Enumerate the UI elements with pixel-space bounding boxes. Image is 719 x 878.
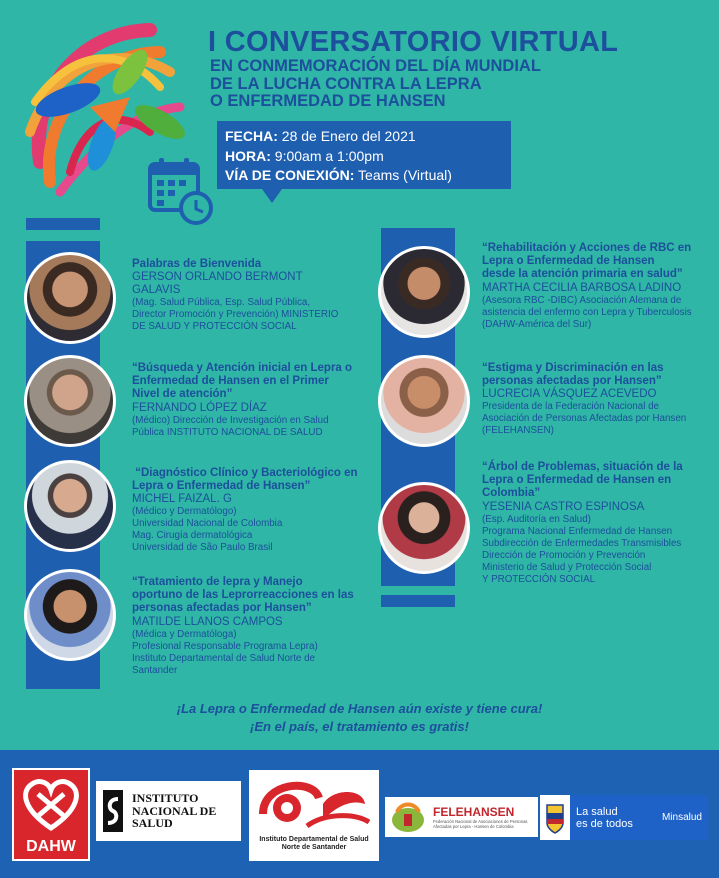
talk-title: “Búsqueda y Atención inicial en Lepra o — [132, 362, 353, 374]
speaker-desc: (FELEHANSEN) — [482, 425, 554, 437]
subtitle-line: EN CONMEMORACIÓN DEL DÍA MUNDIAL — [210, 57, 541, 75]
talk-title: personas afectadas por Hansen” — [482, 375, 662, 388]
speaker-photo — [24, 569, 116, 661]
event-info-box — [217, 121, 511, 189]
minsalud-slogan: es de todos — [576, 817, 633, 830]
speaker-photo — [24, 252, 116, 344]
speaker-desc: (Mag. Salud Pública, Esp. Salud Pública, — [132, 297, 311, 309]
felehansen-sub: Federación Nacional de Asociaciones de Personas Afectadas por Lepra - Hansen de Colombia — [433, 819, 528, 829]
speaker-card — [482, 242, 714, 331]
via-label: VÍA DE CONEXIÓN: — [225, 167, 355, 183]
speaker-card — [482, 362, 714, 437]
talk-title: Nivel de atención” — [132, 388, 233, 401]
speaker-name: MATILDE LLANOS CAMPOS — [132, 615, 283, 628]
talk-title: desde la atención primaria en salud” — [482, 268, 683, 281]
speaker-name: FERNANDO LÓPEZ DÍAZ — [132, 401, 267, 414]
slogan-line: ¡La Lepra o Enfermedad de Hansen aún existe y tiene cura! — [176, 701, 543, 716]
via-value: Teams (Virtual) — [358, 167, 452, 183]
dahw-logo — [12, 768, 90, 861]
speaker-photo — [24, 460, 116, 552]
speaker-name: MICHEL FAIZAL. G — [132, 493, 232, 506]
speaker-desc: Mag. Cirugía dermatológica — [132, 530, 253, 542]
speaker-desc: Instituto Departamental de Salud Norte de — [132, 652, 315, 664]
speaker-photo — [24, 355, 116, 447]
ids-mark-icon — [253, 774, 375, 836]
talk-title: Lepra o Enfermedad de Hansen” — [132, 480, 311, 493]
hora-value: 9:00am a 1:00pm — [274, 147, 384, 164]
ids-logo — [249, 770, 379, 861]
fecha-value: 28 de Enero del 2021 — [281, 128, 416, 144]
ins-line: INSTITUTO — [132, 791, 199, 806]
colombia-shield-icon — [540, 795, 570, 840]
minsalud-logo — [540, 795, 708, 840]
info-box-tail — [262, 189, 282, 203]
speaker-desc: Universidad Nacional de Colombia — [132, 518, 283, 530]
speaker-desc: Y PROTECCIÓN SOCIAL — [482, 573, 596, 585]
speaker-card — [132, 258, 372, 333]
ins-line: SALUD — [132, 816, 173, 831]
speaker-name: GALAVIS — [132, 284, 181, 297]
slogan-line: ¡En el país, el tratamiento es gratis! — [250, 719, 469, 734]
felehansen-name: FELEHANSEN — [433, 805, 515, 819]
footer-slogan — [0, 700, 719, 736]
speaker-desc: Santander — [132, 664, 178, 676]
talk-title: “Rehabilitación y Acciones de RBC en — [482, 242, 692, 254]
event-subtitle — [210, 58, 541, 111]
minsalud-slogan: La salud — [576, 805, 618, 818]
speaker-photo — [378, 355, 470, 447]
speaker-desc: DE SALUD Y PROTECCIÓN SOCIAL — [132, 321, 297, 333]
fecha-label: FECHA: — [225, 128, 278, 144]
speaker-card — [482, 461, 714, 586]
felehansen-logo — [385, 797, 538, 837]
speaker-desc: Profesional Responsable Programa Lepra) — [132, 640, 318, 652]
right-bar-bottom — [381, 595, 455, 607]
talk-title: “Diagnóstico Clínico y Bacteriológico en — [132, 467, 358, 479]
speaker-desc: (Médico) Dirección de Investigación en Salud — [132, 414, 329, 426]
talk-title: Enfermedad de Hansen en el Primer — [132, 375, 329, 388]
speaker-name: LUCRECIA VÁSQUEZ ACEVEDO — [482, 388, 657, 401]
heart-cross-icon — [14, 774, 88, 834]
talk-title: Palabras de Bienvenida — [132, 258, 262, 270]
calendar-clock-icon — [146, 156, 216, 228]
speaker-desc: Director Promoción y Prevención) MINISTERIO — [132, 309, 339, 321]
speaker-card — [132, 467, 372, 554]
speaker-desc: Dirección de Promoción y Prevención — [482, 549, 646, 561]
speaker-desc: Presidenta de la Federación Nacional de — [482, 401, 659, 413]
speaker-card — [132, 576, 372, 677]
speaker-name: YESENIA CASTRO ESPINOSA — [482, 500, 645, 513]
event-title: I CONVERSATORIO VIRTUAL — [208, 26, 619, 58]
speaker-desc: (Médico y Dermatólogo) — [132, 506, 237, 518]
talk-title: personas afectadas por Hansen” — [132, 602, 312, 615]
speaker-name: MARTHA CECILIA BARBOSA LADINO — [482, 281, 682, 294]
speaker-desc: Universidad de São Paulo Brasil — [132, 542, 273, 554]
dahw-label: DAHW — [26, 838, 76, 855]
talk-title: “Tratamiento de lepra y Manejo — [132, 576, 303, 588]
ids-caption: Instituto Departamental de Salud — [259, 836, 369, 843]
ins-mark-icon — [102, 789, 124, 833]
hora-label: HORA: — [225, 147, 271, 164]
ins-line: NACIONAL DE — [132, 803, 217, 818]
speaker-desc: Ministerio de Salud y Protección Social — [482, 561, 652, 573]
subtitle-line: DE LA LUCHA CONTRA LA LEPRA — [210, 74, 482, 93]
speaker-photo — [378, 482, 470, 574]
speaker-photo — [378, 246, 470, 338]
speaker-desc: (Esp. Auditoría en Salud) — [482, 513, 591, 525]
subtitle-line: O ENFERMEDAD DE HANSEN — [210, 92, 446, 110]
left-bar-top — [26, 218, 100, 230]
speaker-name: GERSON ORLANDO BERMONT — [132, 271, 303, 284]
speaker-desc: (Asesora RBC -DIBC) Asociación Alemana de — [482, 294, 682, 306]
talk-title: Colombia” — [482, 487, 541, 500]
minsalud-label: Minsalud — [661, 812, 702, 823]
speaker-desc: Pública INSTITUTO NACIONAL DE SALUD — [132, 426, 323, 438]
speaker-card — [132, 362, 372, 439]
ids-caption: Norte de Santander — [281, 844, 347, 851]
felehansen-emblem-icon — [389, 800, 427, 834]
speaker-desc: (Médica y Dermatóloga) — [132, 628, 237, 640]
speaker-desc: Subdirección de Enfermedades Transmisibles — [482, 537, 682, 549]
talk-title: Lepra o Enfermedad de Hansen en — [482, 474, 672, 487]
speaker-desc: asistencia del enfermo con Lepra y Tuberculosis — [482, 306, 692, 318]
speaker-desc: (DAHW-América del Sur) — [482, 318, 592, 330]
talk-title: oportuno de las Leprorreacciones en las — [132, 589, 354, 602]
speaker-desc: Asociación de Personas Afectadas por Hansen — [482, 413, 687, 425]
talk-title: “Estigma y Discriminación en las — [482, 362, 664, 374]
speaker-desc: Programa Nacional Enfermedad de Hansen — [482, 525, 673, 537]
talk-title: Lepra o Enfermedad de Hansen — [482, 255, 655, 268]
ins-logo — [96, 781, 241, 841]
talk-title: “Árbol de Problemas, situación de la — [482, 461, 683, 473]
